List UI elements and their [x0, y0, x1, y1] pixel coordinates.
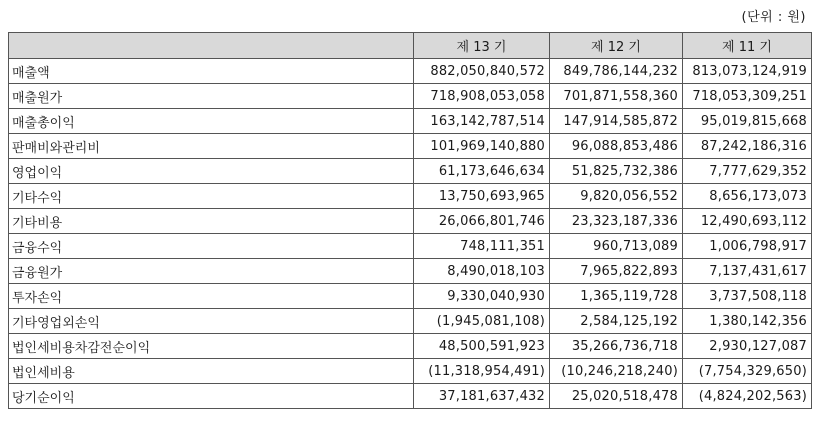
- row-value: 23,323,187,336: [550, 209, 683, 234]
- row-label: 매출총이익: [9, 109, 414, 134]
- table-row: [9, 309, 812, 334]
- row-value: 849,786,144,232: [550, 59, 683, 84]
- row-value: 8,490,018,103: [414, 259, 550, 284]
- table-row: [9, 109, 812, 134]
- header-item: [9, 33, 414, 59]
- row-value: 37,181,637,432: [414, 384, 550, 409]
- row-value: (10,246,218,240): [550, 359, 683, 384]
- row-value: 813,073,124,919: [683, 59, 812, 84]
- row-value: 7,965,822,893: [550, 259, 683, 284]
- row-label: 투자손익: [9, 284, 414, 309]
- row-value: 163,142,787,514: [414, 109, 550, 134]
- row-value: 701,871,558,360: [550, 84, 683, 109]
- row-value: (11,318,954,491): [414, 359, 550, 384]
- row-label: 금융원가: [9, 259, 414, 284]
- row-value: 48,500,591,923: [414, 334, 550, 359]
- table-row: [9, 284, 812, 309]
- table-row: [9, 384, 812, 409]
- row-value: 35,266,736,718: [550, 334, 683, 359]
- row-value: 2,584,125,192: [550, 309, 683, 334]
- header-period-12: 제 12 기: [550, 33, 683, 59]
- row-label: 판매비와관리비: [9, 134, 414, 159]
- row-value: 101,969,140,880: [414, 134, 550, 159]
- row-value: 61,173,646,634: [414, 159, 550, 184]
- table-row: [9, 359, 812, 384]
- row-value: 1,365,119,728: [550, 284, 683, 309]
- row-value: (4,824,202,563): [683, 384, 812, 409]
- row-value: 13,750,693,965: [414, 184, 550, 209]
- row-value: 7,137,431,617: [683, 259, 812, 284]
- row-value: 87,242,186,316: [683, 134, 812, 159]
- row-value: 882,050,840,572: [414, 59, 550, 84]
- row-label: 법인세비용차감전순이익: [9, 334, 414, 359]
- row-value: 147,914,585,872: [550, 109, 683, 134]
- row-label: 매출액: [9, 59, 414, 84]
- row-value: 8,656,173,073: [683, 184, 812, 209]
- row-label: 금융수익: [9, 234, 414, 259]
- row-value: 96,088,853,486: [550, 134, 683, 159]
- table-row: [9, 134, 812, 159]
- table-row: [9, 184, 812, 209]
- row-value: 718,908,053,058: [414, 84, 550, 109]
- row-label: 기타영업외손익: [9, 309, 414, 334]
- table-header-row: [9, 33, 812, 59]
- row-label: 기타비용: [9, 209, 414, 234]
- table-row: [9, 234, 812, 259]
- row-value: 51,825,732,386: [550, 159, 683, 184]
- row-value: (1,945,081,108): [414, 309, 550, 334]
- row-value: 748,111,351: [414, 234, 550, 259]
- row-value: 9,820,056,552: [550, 184, 683, 209]
- row-value: 1,006,798,917: [683, 234, 812, 259]
- unit-label: (단위 : 원): [741, 10, 806, 25]
- row-value: 3,737,508,118: [683, 284, 812, 309]
- row-label: 기타수익: [9, 184, 414, 209]
- row-value: 7,777,629,352: [683, 159, 812, 184]
- row-label: 당기순이익: [9, 384, 414, 409]
- row-value: 2,930,127,087: [683, 334, 812, 359]
- row-value: 95,019,815,668: [683, 109, 812, 134]
- income-statement-table: [8, 32, 812, 409]
- header-period-11: 제 11 기: [683, 33, 812, 59]
- row-value: 26,066,801,746: [414, 209, 550, 234]
- row-value: 960,713,089: [550, 234, 683, 259]
- row-value: 718,053,309,251: [683, 84, 812, 109]
- row-label: 법인세비용: [9, 359, 414, 384]
- row-value: 9,330,040,930: [414, 284, 550, 309]
- row-value: 1,380,142,356: [683, 309, 812, 334]
- row-label: 영업이익: [9, 159, 414, 184]
- table-row: [9, 334, 812, 359]
- table-row: [9, 84, 812, 109]
- row-value: 12,490,693,112: [683, 209, 812, 234]
- row-value: 25,020,518,478: [550, 384, 683, 409]
- table-row: [9, 259, 812, 284]
- table-row: [9, 209, 812, 234]
- header-period-13: 제 13 기: [414, 33, 550, 59]
- row-value: (7,754,329,650): [683, 359, 812, 384]
- table-body: [9, 59, 812, 409]
- table-row: [9, 59, 812, 84]
- table-row: [9, 159, 812, 184]
- row-label: 매출원가: [9, 84, 414, 109]
